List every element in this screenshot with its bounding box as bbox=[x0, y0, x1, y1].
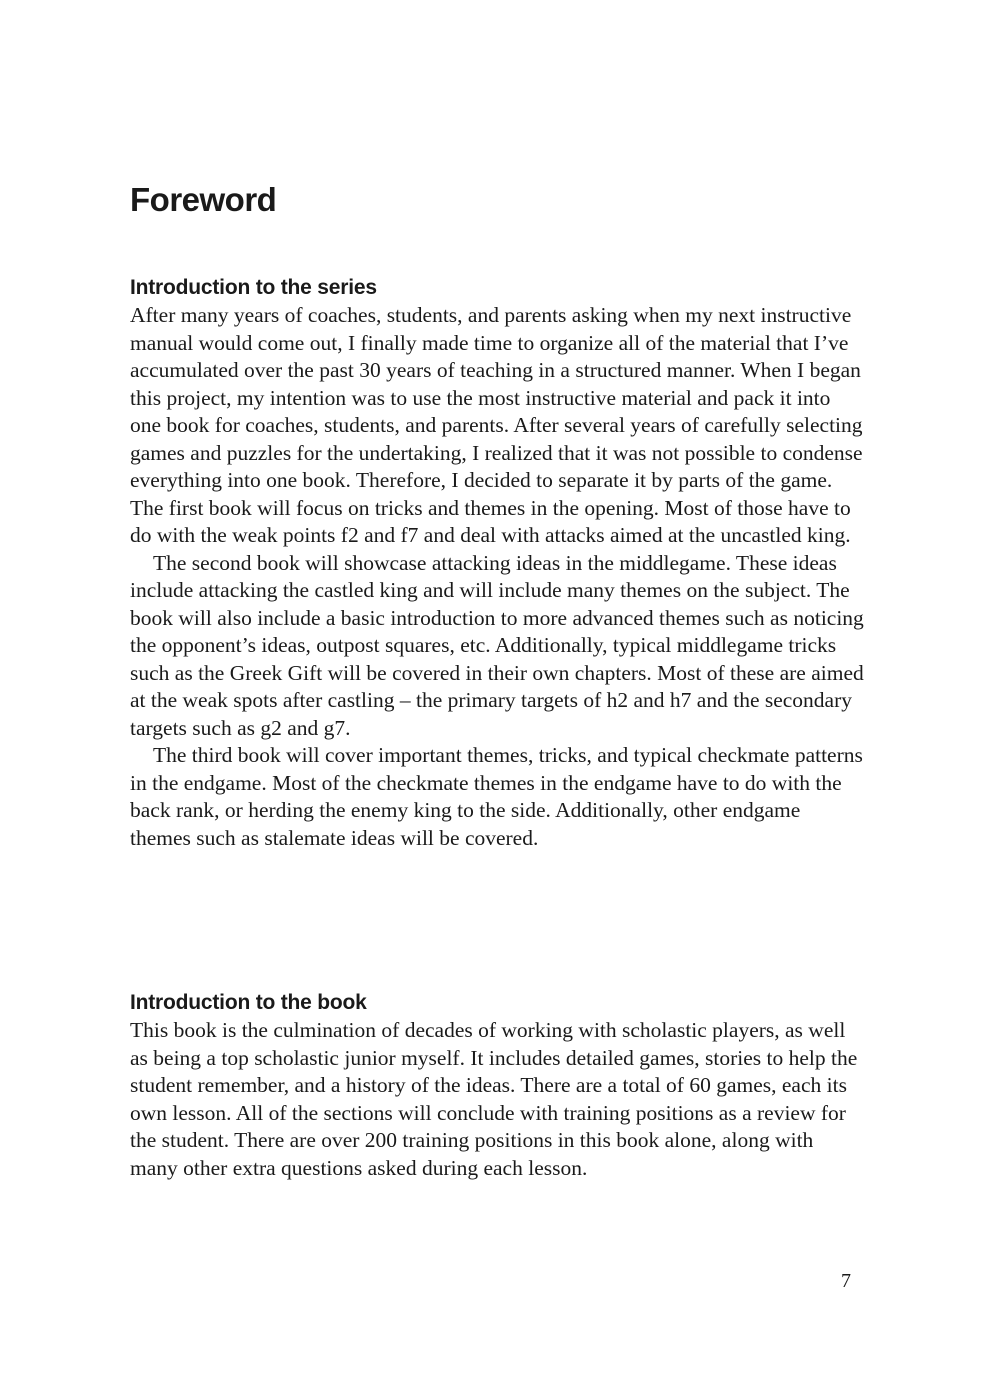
chapter-title: Foreword bbox=[130, 181, 277, 218]
section-heading: Introduction to the series bbox=[130, 276, 377, 299]
paragraph: The second book will showcase attacking ideas in the middlegame. These ideas include attacking the castled king and will include many themes on the subject. The book will also include a basic introduction to more advanced themes such as noticing the opponent’s ideas, outpost squares, etc. Additionally, typical middlegame tricks such as the Greek Gift will be covered in their own chapters. Most of these are aimed at the weak spots after castling – the primary targets of h2 and h7 and the secondary targets such as g2 and g7. bbox=[130, 550, 864, 740]
section-series-introduction bbox=[130, 274, 866, 852]
section-heading: Introduction to the book bbox=[130, 991, 367, 1014]
section-book-introduction bbox=[130, 989, 866, 1182]
page-number: 7 bbox=[841, 1270, 851, 1292]
book-page bbox=[130, 0, 866, 1383]
paragraph: After many years of coaches, students, and parents asking when my next instructive manual would come out, I finally made time to organize all of the material that I’ve accumulated over the past 30 years of teaching in a structured manner. When I began this project, my intention was to use the most instructive material and pack it into one book for coaches, students, and parents. After several years of carefully selecting games and puzzles for the undertaking, I realized that it was not possible to condense everything into one book. Therefore, I decided to separate it by parts of the game. The first book will focus on tricks and themes in the opening. Most of those have to do with the weak points f2 and f7 and deal with attacks aimed at the uncastled king. bbox=[130, 303, 863, 547]
paragraph: The third book will cover important themes, tricks, and typical checkmate patterns in the endgame. Most of the checkmate themes in the endgame have to do with the back rank, or herding the enemy king to the side. Additionally, other endgame themes such as stalemate ideas will be covered. bbox=[130, 743, 863, 850]
paragraph: This book is the culmination of decades of working with scholastic players, as well as being a top scholastic junior myself. It includes detailed games, stories to help the student remember, and a history of the ideas. There are a total of 60 games, each its own lesson. All of the sections will conclude with training positions as a review for the student. There are over 200 training positions in this book alone, along with many other extra questions asked during each lesson. bbox=[130, 1018, 858, 1180]
